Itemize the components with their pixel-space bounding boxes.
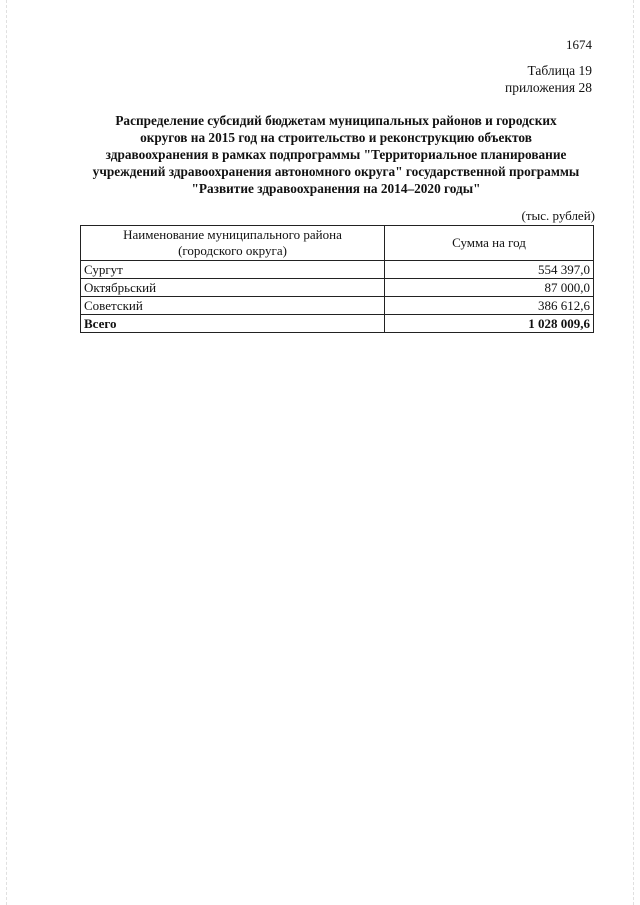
row-amount: 87 000,0 [385, 279, 594, 297]
column-header-amount: Сумма на год [385, 226, 594, 261]
row-name: Сургут [81, 261, 385, 279]
subsidy-table [80, 225, 594, 333]
column-header-name-line2: (городского округа) [178, 243, 287, 258]
table-row [81, 261, 594, 279]
table-reference-appendix: приложения 28 [504, 80, 592, 95]
table-reference-table: Таблица 19 [527, 63, 592, 78]
table-reference [505, 62, 592, 96]
title-line: здравоохранения в рамках подпрограммы "Территориальное планирование [105, 147, 567, 162]
total-amount: 1 028 009,6 [385, 315, 594, 333]
document-title [66, 112, 606, 197]
title-line: учреждений здравоохранения автономного округа" государственной программы [92, 164, 580, 179]
scan-edge-left [6, 0, 7, 905]
row-amount: 554 397,0 [385, 261, 594, 279]
table-row [81, 297, 594, 315]
units-label: (тыс. рублей) [521, 208, 595, 223]
table-total-row [81, 315, 594, 333]
column-header-name-line1: Наименование муниципального района [123, 227, 342, 242]
table-header-row [81, 226, 594, 261]
row-name: Октябрьский [81, 279, 385, 297]
row-name: Советский [81, 297, 385, 315]
column-header-name [81, 226, 385, 261]
table-row [81, 279, 594, 297]
page-number: 1674 [566, 37, 592, 52]
scan-edge-right [633, 0, 634, 905]
row-amount: 386 612,6 [385, 297, 594, 315]
total-label: Всего [81, 315, 385, 333]
title-line: округов на 2015 год на строительство и реконструкцию объектов [140, 130, 532, 145]
title-line: "Развитие здравоохранения на 2014–2020 годы" [191, 181, 481, 196]
title-line: Распределение субсидий бюджетам муниципальных районов и городских [115, 113, 557, 128]
